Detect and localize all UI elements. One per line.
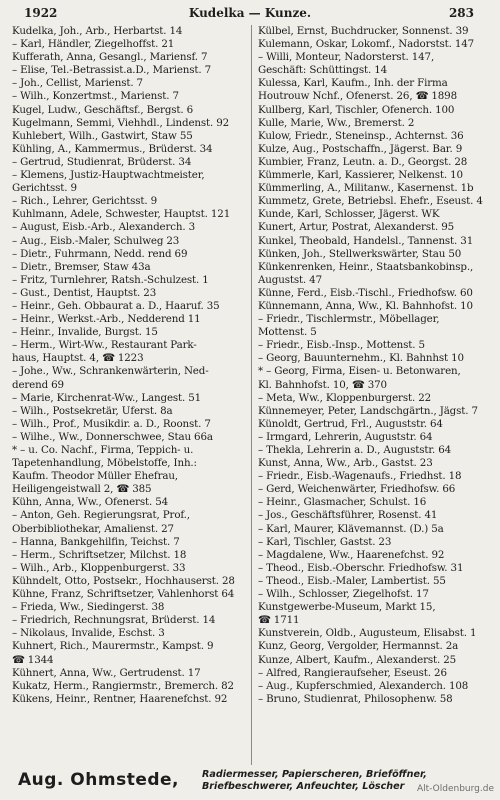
- directory-entry-line: Houtrouw Nchf., Ofenerst. 26, ☎ 1898: [258, 90, 457, 103]
- directory-entry-line: – Friedr., Tischlermstr., Möbellager,: [258, 313, 440, 326]
- directory-entry-line: – Karl, Maurer, Klävemannst. (D.) 5a: [258, 522, 444, 535]
- directory-entry-line: – Hanna, Bankgehilfin, Teichst. 7: [12, 535, 180, 548]
- directory-entry-line: Künnemann, Anna, Ww., Kl. Bahnhofst. 10: [258, 299, 473, 312]
- watermark: Alt-Oldenburg.de: [416, 784, 494, 794]
- right-column: [258, 25, 494, 706]
- directory-entry-line: – Nikolaus, Invalide, Eschst. 3: [12, 627, 165, 640]
- directory-entry-line: Geschäft: Schüttingst. 14: [258, 64, 388, 77]
- directory-entry-line: Kl. Bahnhofst. 10, ☎ 370: [258, 378, 387, 391]
- directory-entry-line: – Theod., Eisb.-Maler, Lambertist. 55: [258, 574, 446, 587]
- directory-entry-line: Oberbibliothekar, Amalienst. 27: [12, 522, 174, 535]
- directory-entry-line: ☎ 1711: [258, 614, 300, 627]
- directory-entry-line: – Wilh., Schlosser, Ziegelhofst. 17: [258, 588, 429, 601]
- column-divider: [251, 25, 252, 765]
- directory-entry-line: haus, Hauptst. 4, ☎ 1223: [12, 352, 144, 365]
- directory-entry-line: – Joh., Cellist, Marienst. 7: [12, 77, 143, 90]
- directory-entry-line: Kaufm. Theodor Müller Ehefrau,: [12, 470, 178, 483]
- directory-entry-line: – Gust., Dentist, Hauptst. 23: [12, 286, 157, 299]
- directory-entry-line: – Wilh., Postsekretär, Uferst. 8a: [12, 404, 173, 417]
- directory-entry-line: – Friedr., Eisb.-Insp., Mottenst. 5: [258, 339, 425, 352]
- directory-entry-line: – Johe., Ww., Schrankenwärterin, Ned-: [12, 365, 209, 378]
- directory-entry-line: Külbel, Ernst, Buchdrucker, Sonnenst. 39: [258, 25, 469, 37]
- directory-entry-line: – Bruno, Studienrat, Philosophenw. 58: [258, 692, 453, 705]
- directory-entry-line: – Gertrud, Studienrat, Brüderst. 34: [12, 155, 192, 168]
- directory-entry-line: Kumbier, Franz, Leutn. a. D., Georgst. 28: [258, 155, 468, 168]
- directory-entry-line: – Heinr., Invalide, Burgst. 15: [12, 326, 158, 339]
- directory-entry-line: – Herm., Schriftsetzer, Milchst. 18: [12, 548, 187, 561]
- directory-entry-line: Kudelka, Joh., Arb., Herbartst. 14: [12, 25, 183, 37]
- directory-entry-line: – Wilh., Prof., Musikdir. a. D., Roonst. 7: [12, 417, 211, 430]
- directory-entry-line: Künken, Joh., Stellwerkswärter, Stau 50: [258, 247, 462, 260]
- directory-entry-line: Kulle, Marie, Ww., Bremerst. 2: [258, 116, 415, 129]
- directory-entry-line: Kugel, Ludw., Geschäftsf., Bergst. 6: [12, 103, 194, 116]
- directory-entry-line: – Frieda, Ww., Siedingerst. 38: [12, 601, 165, 614]
- directory-entry-line: – Karl, Händler, Ziegelhoffst. 21: [12, 38, 175, 51]
- directory-entry-line: Tapetenhandlung, Möbelstoffe, Inh.:: [12, 457, 197, 470]
- directory-entry-line: Kunert, Artur, Postrat, Alexanderst. 95: [258, 221, 454, 234]
- directory-entry-line: Kuhlmann, Adele, Schwester, Hauptst. 121: [12, 208, 231, 221]
- directory-entry-line: Kuhlebert, Wilh., Gastwirt, Staw 55: [12, 129, 193, 142]
- directory-entry-line: – Gerd, Weichenwärter, Friedhofsw. 66: [258, 483, 456, 496]
- directory-entry-line: – Wilhe., Ww., Donnerschwee, Stau 66a: [12, 430, 213, 443]
- directory-entry-line: – Friedrich, Rechnungsrat, Brüderst. 14: [12, 614, 216, 627]
- page-title: Kudelka — Kunze.: [188, 6, 312, 20]
- directory-entry-line: – Fritz, Turnlehrer, Ratsh.-Schulzest. 1: [12, 273, 209, 286]
- directory-entry-line: Kükens, Heinr., Rentner, Haarenefchst. 92: [12, 692, 228, 705]
- directory-entry-line: Kümmerle, Karl, Kassierer, Nelkenst. 10: [258, 169, 463, 182]
- directory-entry-line: Kühndelt, Otto, Postsekr., Hochhauserst. 28: [12, 574, 235, 587]
- directory-entry-line: Kulze, Aug., Postschaffn., Jägerst. Bar. 9: [258, 142, 463, 155]
- directory-entry-line: – Rich., Lehrer, Gerichtsst. 9: [12, 195, 157, 208]
- directory-entry-line: – Meta, Ww., Kloppenburgerst. 22: [258, 391, 431, 404]
- directory-entry-line: Künnemeyer, Peter, Landschgärtn., Jägst. 7: [258, 404, 478, 417]
- directory-entry-line: – Aug., Kupferschmied, Alexanderch. 108: [258, 679, 469, 692]
- directory-entry-line: – Irmgard, Lehrerin, Auguststr. 64: [258, 430, 433, 443]
- directory-entry-line: Kunz, Georg, Vergolder, Hermannst. 2a: [258, 640, 459, 653]
- directory-entry-line: – Marie, Kirchenrat-Ww., Langest. 51: [12, 391, 202, 404]
- directory-entry-line: Kullberg, Karl, Tischler, Ofenerch. 100: [258, 103, 455, 116]
- page-year: 1922: [24, 6, 58, 20]
- directory-entry-line: – Heinr., Geh. Obbaurat a. D., Haaruf. 35: [12, 299, 220, 312]
- directory-entry-line: – Theod., Eisb.-Oberschr. Friedhofsw. 31: [258, 561, 464, 574]
- directory-entry-line: Kulessa, Karl, Kaufm., Inh. der Firma: [258, 77, 448, 90]
- directory-entry-line: – Friedr., Eisb.-Wagenaufs., Friedhst. 18: [258, 470, 462, 483]
- directory-entry-line: – Jos., Geschäftsführer, Rosenst. 41: [258, 509, 438, 522]
- directory-entry-line: – August, Eisb.-Arb., Alexanderch. 3: [12, 221, 195, 234]
- directory-entry-line: – Wilh., Arb., Kloppenburgerst. 33: [12, 561, 186, 574]
- directory-entry-line: Kunde, Karl, Schlosser, Jägerst. WK: [258, 208, 440, 221]
- directory-entry-line: Kunstgewerbe-Museum, Markt 15,: [258, 601, 436, 614]
- directory-entry-line: Kufferath, Anna, Gesangl., Mariensf. 7: [12, 51, 208, 64]
- directory-entry-line: – Georg, Bauunternehm., Kl. Bahnhst 10: [258, 352, 464, 365]
- left-column: [12, 25, 248, 706]
- directory-entry-line: Kühling, A., Kammermus., Brüderst. 34: [12, 142, 213, 155]
- directory-entry-line: – Wilh., Konzertmst., Marienst. 7: [12, 90, 179, 103]
- directory-entry-line: Kühnert, Anna, Ww., Gertrudenst. 17: [12, 666, 201, 679]
- directory-entry-line: – Aug., Eisb.-Maler, Schulweg 23: [12, 234, 180, 247]
- directory-entry-line: – Herm., Wirt-Ww., Restaurant Park-: [12, 339, 197, 352]
- directory-entry-line: Kuhnert, Rich., Maurermstr., Kampst. 9: [12, 640, 214, 653]
- directory-entry-line: Kühne, Franz, Schriftsetzer, Vahlenhorst 64: [12, 588, 235, 601]
- directory-entry-line: – Elise, Tel.-Betrassist.a.D., Marienst. 7: [12, 64, 212, 77]
- directory-entry-line: * – u. Co. Nachf., Firma, Teppich- u.: [12, 444, 194, 456]
- directory-entry-line: – Anton, Geh. Regierungsrat, Prof.,: [12, 509, 190, 522]
- directory-entry-line: Kugelmann, Semmi, Viehhdl., Lindenst. 92: [12, 116, 230, 129]
- directory-entry-line: derend 69: [12, 378, 64, 391]
- directory-entry-line: Künoldt, Gertrud, Frl., Auguststr. 64: [258, 417, 443, 430]
- advertiser-name: Aug. Ohmstede,: [18, 770, 180, 790]
- directory-entry-line: Kunze, Albert, Kaufm., Alexanderst. 25: [258, 653, 457, 666]
- directory-entry-line: Künkenrenken, Heinr., Staatsbankobinsp.,: [258, 260, 474, 273]
- directory-entry-line: Heiligengeistwall 2, ☎ 385: [12, 483, 152, 496]
- directory-entry-line: – Thekla, Lehrerin a. D., Auguststr. 64: [258, 444, 452, 456]
- directory-entry-line: – Magdalene, Ww., Haarenefchst. 92: [258, 548, 445, 561]
- directory-entry-line: – Heinr., Glasmacher, Schulst. 16: [258, 496, 427, 509]
- directory-entry-line: – Karl, Tischler, Gastst. 23: [258, 535, 392, 548]
- advertised-goods-line: Radiermesser, Papierscheren, Brieföffner,: [202, 769, 427, 780]
- directory-entry-line: Künne, Ferd., Eisb.-Tischl., Friedhofsw. 60: [258, 286, 473, 299]
- directory-entry-line: Kummetz, Grete, Betriebsl. Ehefr., Eseust. 4: [258, 195, 483, 208]
- directory-entry-line: – Dietr., Fuhrmann, Nedd. rend 69: [12, 247, 188, 260]
- directory-entry-line: – Klemens, Justiz-Hauptwachtmeister,: [12, 169, 205, 182]
- directory-entry-line: Gerichtsst. 9: [12, 182, 77, 195]
- advertised-goods-line: Briefbeschwerer, Anfeuchter, Löscher: [202, 780, 405, 792]
- directory-entry-line: Kunkel, Theobald, Handelsl., Tannenst. 31: [258, 234, 474, 247]
- page-number: 283: [448, 6, 474, 20]
- directory-entry-line: – Heinr., Werkst.-Arb., Nedderend 11: [12, 313, 201, 326]
- directory-entry-line: Kümmerling, A., Militanw., Kasernenst. 1b: [258, 182, 474, 195]
- directory-entry-line: * – Georg, Firma, Eisen- u. Betonwaren,: [258, 365, 461, 378]
- directory-entry-line: – Alfred, Rangieraufseher, Eseust. 26: [258, 666, 447, 679]
- directory-entry-line: Augustst. 47: [258, 273, 322, 286]
- directory-entry-line: Kulow, Friedr., Steneinsp., Achternst. 36: [258, 129, 464, 142]
- directory-entry-line: Kukatz, Herm., Rangiermstr., Bremerch. 82: [12, 679, 234, 692]
- directory-entry-line: – Willi, Monteur, Nadorsterst. 147,: [258, 51, 435, 64]
- directory-entry-line: Kühn, Anna, Ww., Ofenerst. 54: [12, 496, 169, 509]
- directory-entry-line: Kunst, Anna, Ww., Arb., Gastst. 23: [258, 457, 433, 470]
- directory-entry-line: Kulemann, Oskar, Lokomf., Nadorstst. 147: [258, 38, 475, 51]
- page-header: [10, 4, 490, 24]
- directory-entry-line: – Dietr., Bremser, Staw 43a: [12, 260, 151, 273]
- directory-entry-line: Mottenst. 5: [258, 326, 317, 339]
- directory-entry-line: Kunstverein, Oldb., Augusteum, Elisabst. 1: [258, 627, 477, 640]
- directory-entry-line: ☎ 1344: [12, 653, 54, 666]
